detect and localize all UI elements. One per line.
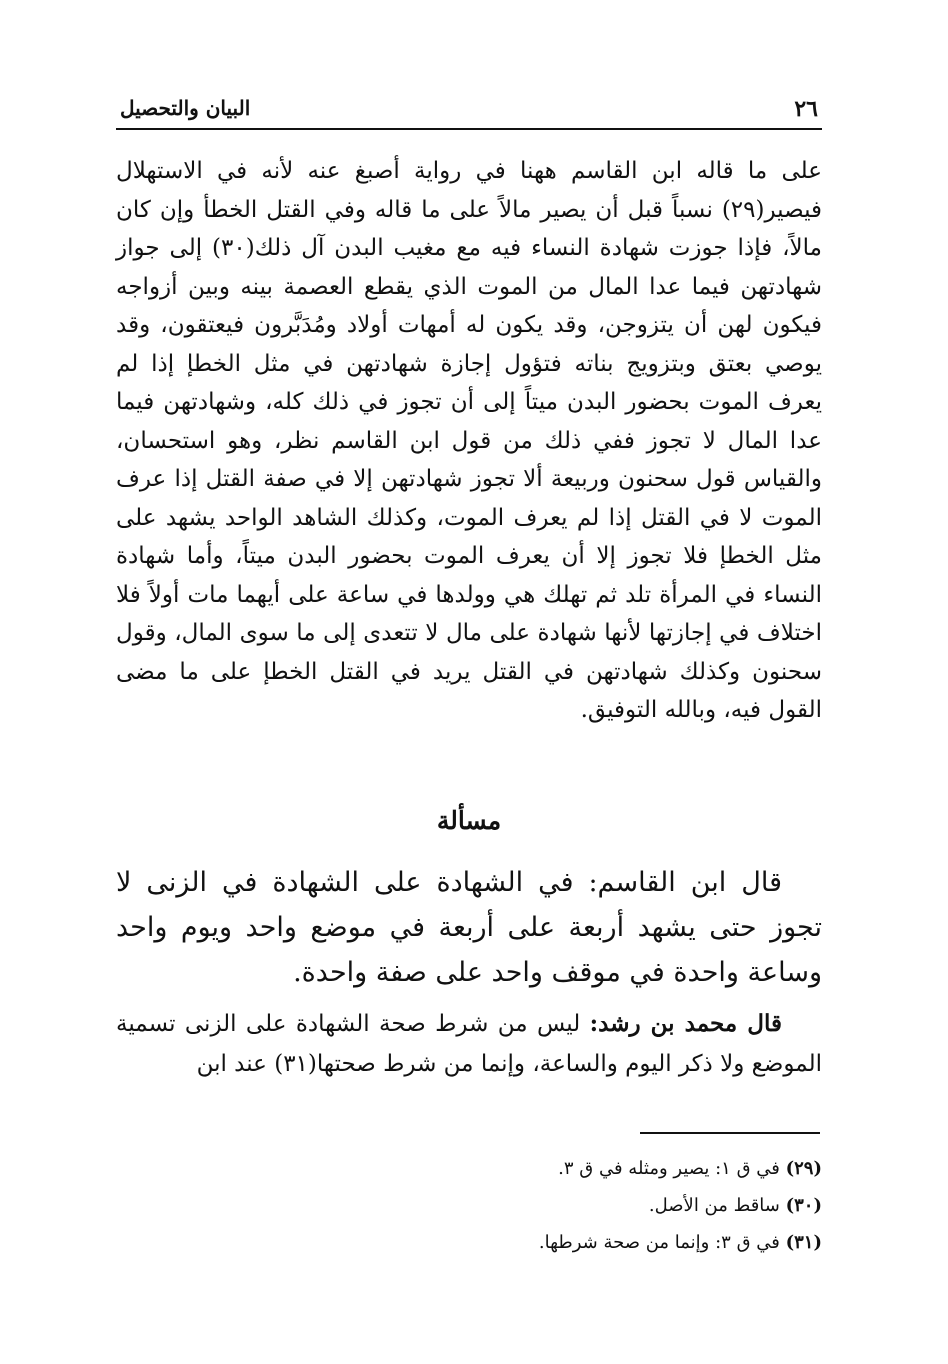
running-title: البيان والتحصيل xyxy=(120,96,251,120)
body-paragraph: على ما قاله ابن القاسم ههنا في رواية أصبغ عنه لأنه في الاستهلال فيصير(٢٩) نسباً قبل أن يصير مالاً على ما قاله وفي القتل الخطأ وإن كان مالاً، فإذا جوزت شهادة النساء فيه مع مغيب البدن آل ذلك(٣٠) إلى جواز شهادتهن فيما عدا المال من الموت الذي يقطع العصمة بينه وبين أزواجه فيكون لهن أن يتزوجن، وقد يكون له أمهات أولاد ومُدَبَّرون فيعتقون، وقد يوصي بعتق وبتزويج بناته فتؤول إجازة شهادتهن في مثل الخطإ إذا لم يعرف الموت بحضور البدن ميتاً إلى أن تجوز في ذلك كله، وشهادتهن فيما عدا المال لا تجوز ففي ذلك من قول ابن القاسم نظر، وهو استحسان، والقياس قول سحنون وربيعة ألا تجوز شهادتهن إلا في صفة القتل إذا عرف الموت لا في القتل إذا لم يعرف الموت، وكذلك الشاهد الواحد يشهد على مثل الخطإ فلا تجوز إلا أن يعرف الموت بحضور البدن ميتاً، وأما شهادة النساء في المرأة تلد ثم تهلك هي وولدها في ساعة على أيهما مات أولاً فلا اختلاف في إجازتها لأنها شهادة على مال لا تتعدى إلى ما سوى المال، وقول سحنون وكذلك شهادتهن في القتل يريد في القتل الخطإ على ما مضى القول فيه، وبالله التوفيق. xyxy=(116,158,822,723)
body-text xyxy=(116,152,822,730)
commentary-text xyxy=(116,1004,822,1084)
footnote-item xyxy=(116,1150,822,1187)
footnote-separator xyxy=(640,1132,820,1134)
commentary-speaker: قال محمد بن رشد: xyxy=(589,1010,782,1037)
footnote-number: (٢٩) xyxy=(785,1158,822,1179)
footnote-number: (٣٠) xyxy=(785,1195,822,1216)
page-number: ٢٦ xyxy=(794,96,818,122)
page-header xyxy=(116,92,822,130)
footnote-item xyxy=(116,1224,822,1261)
footnote-text: ساقط من الأصل. xyxy=(648,1195,786,1216)
section-heading: مسألة xyxy=(436,806,502,835)
footnote-item xyxy=(116,1187,822,1224)
footnote-text: في ق ١: يصير ومثله في ق ٣. xyxy=(558,1158,786,1179)
issue-text: قال ابن القاسم: في الشهادة على الشهادة في الزنى لا تجوز حتى يشهد أربعة على أربعة في موضع واحد ويوم واحد وساعة واحدة في موقف واحد على صفة واحدة. xyxy=(116,867,822,988)
commentary-body: ليس من شرط صحة الشهادة على الزنى تسمية الموضع ولا ذكر اليوم والساعة، وإنما من شرط صحتها(٣١) عند ابن xyxy=(116,1011,822,1077)
footnote-number: (٣١) xyxy=(785,1232,822,1253)
footnotes xyxy=(116,1150,822,1261)
footnote-text: في ق ٣: وإنما من صحة شرطها. xyxy=(538,1232,786,1253)
